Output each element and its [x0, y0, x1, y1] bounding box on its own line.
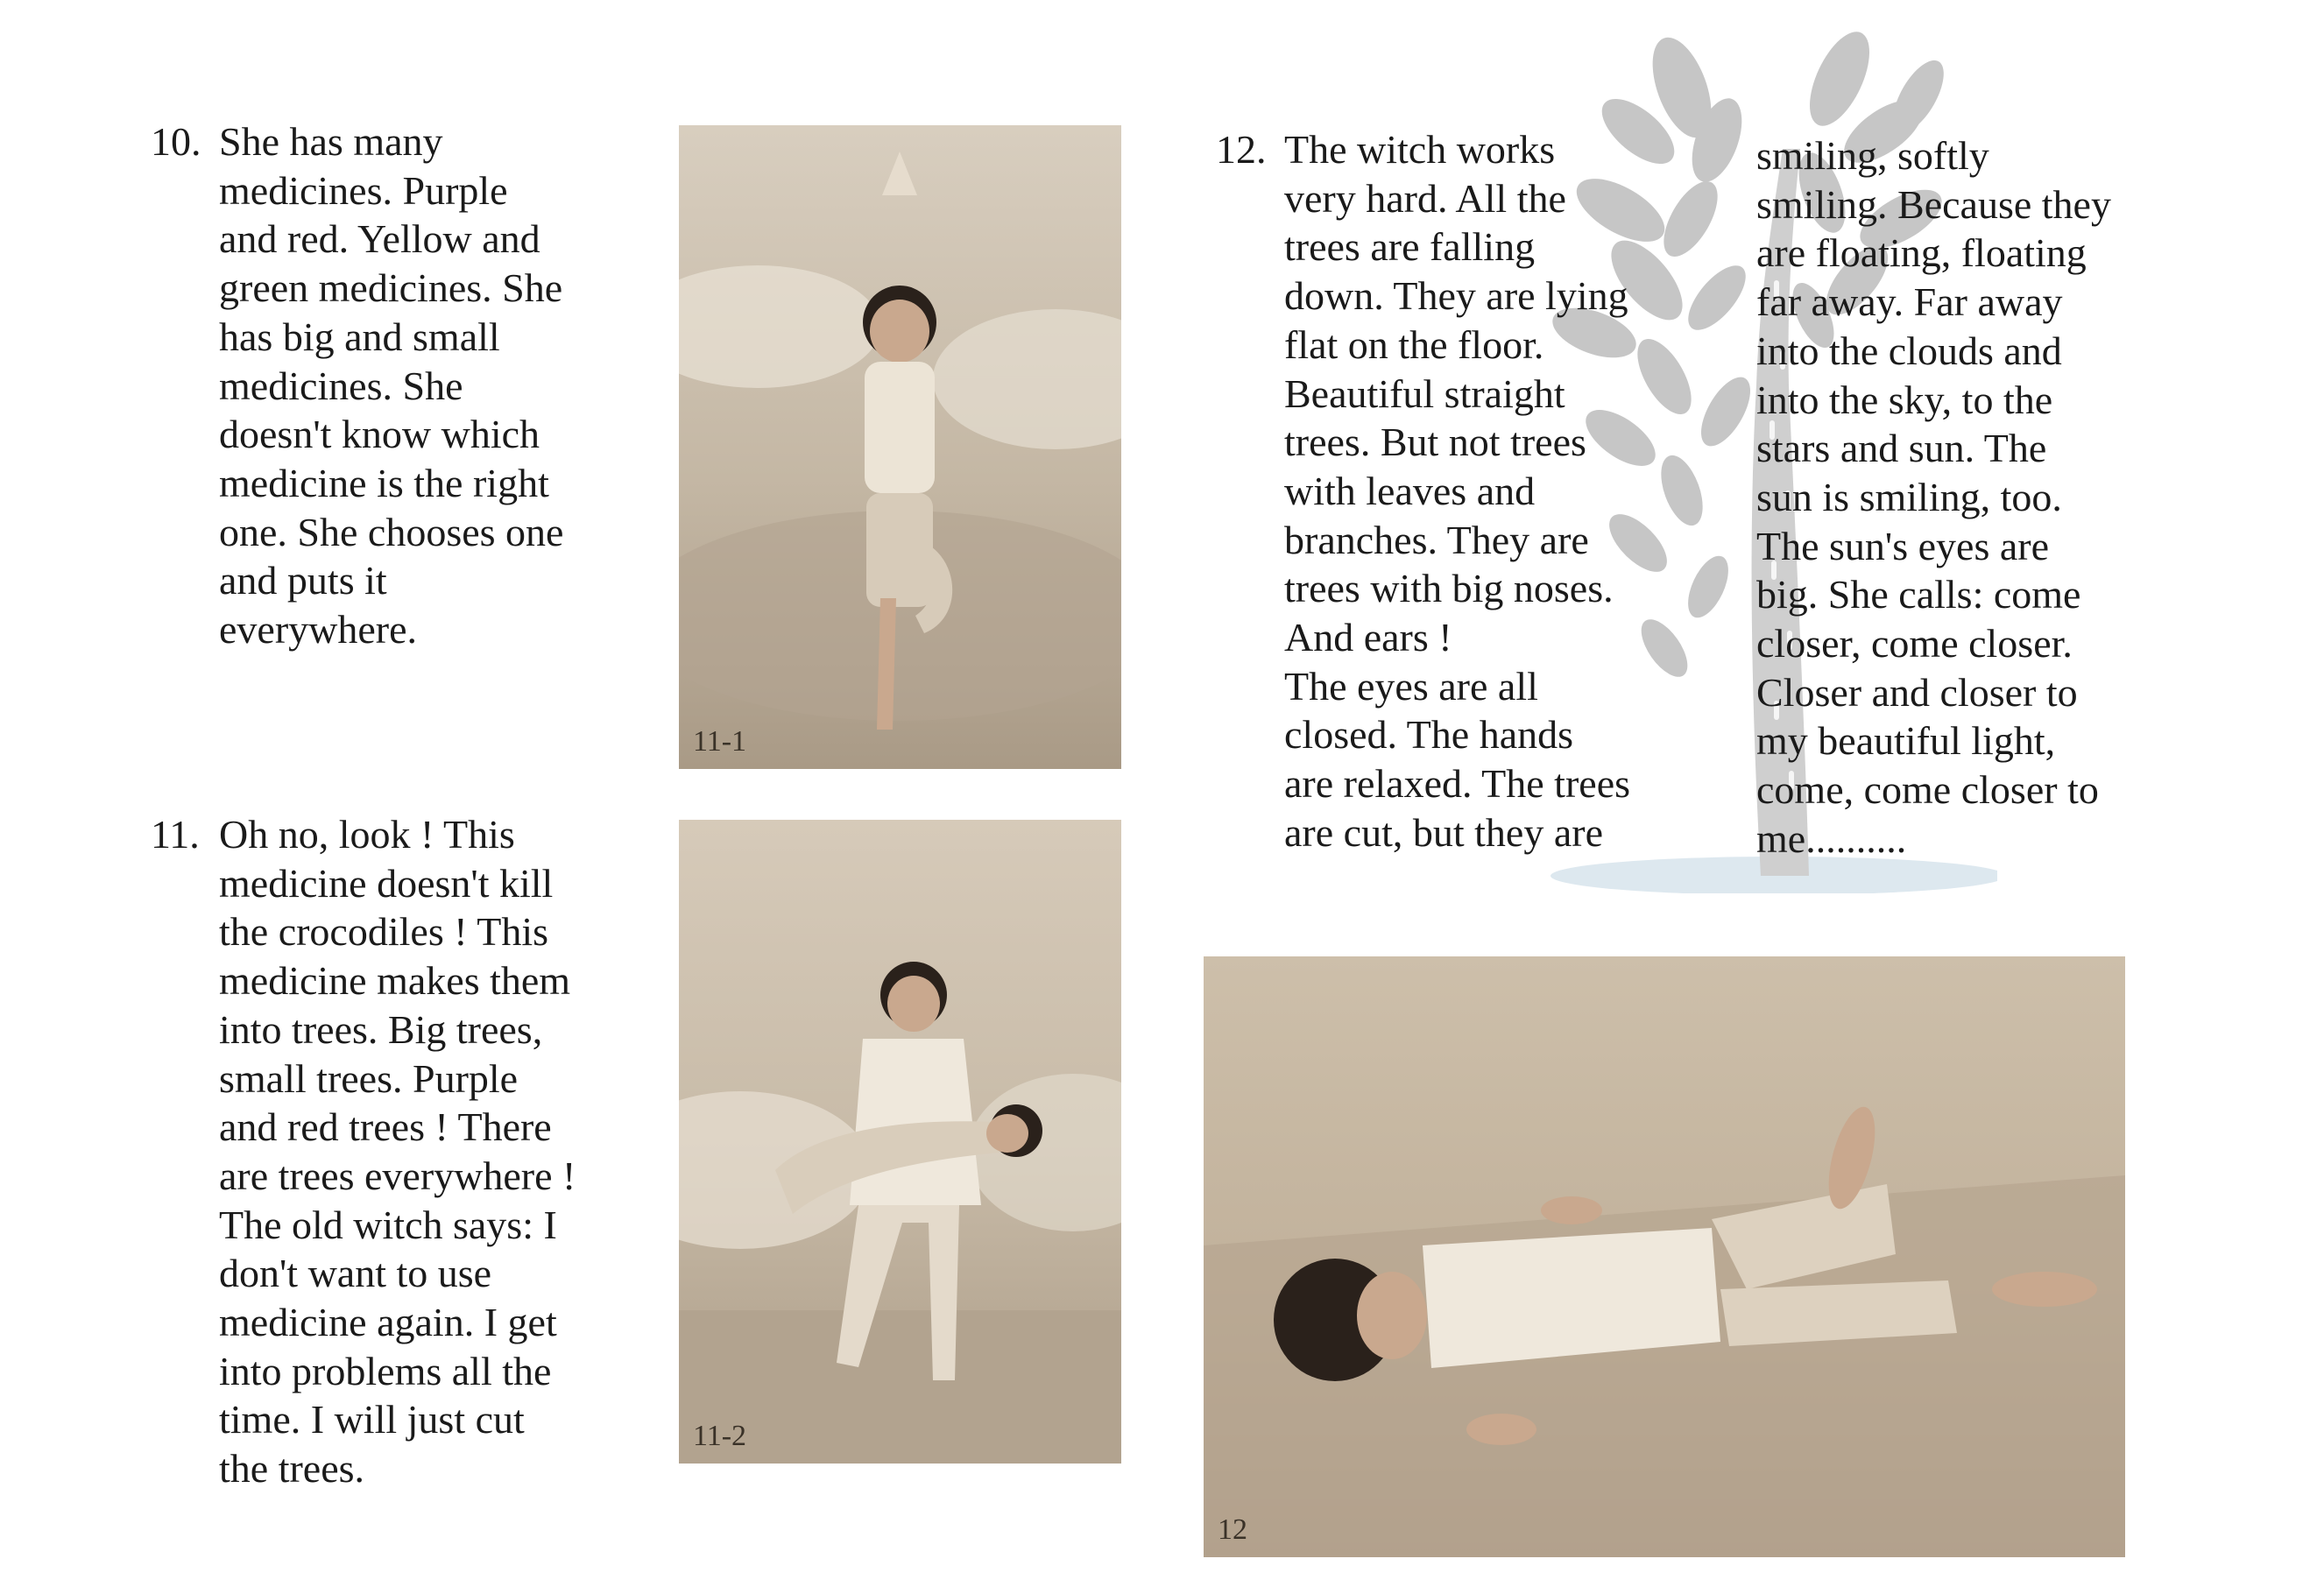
text-line: And ears ! [1284, 615, 1452, 660]
text-line: come, come closer to [1756, 767, 2099, 813]
text-line: everywhere. [219, 607, 418, 652]
text-line: flat on the floor. [1284, 321, 1544, 367]
text-line: small trees. Purple [219, 1055, 519, 1101]
text-line: the crocodiles ! This [219, 909, 548, 955]
text-line: smiling, softly [1756, 133, 1989, 178]
paragraph-12-column-2 [1756, 131, 2111, 864]
text-line: Beautiful straight [1284, 370, 1565, 416]
paragraph-11-body [219, 810, 576, 1493]
paragraph-11 [151, 810, 576, 1493]
photo-label: 12 [1218, 1513, 1247, 1546]
text-line: sun is smiling, too. [1756, 474, 2062, 519]
text-line: and red trees ! There [219, 1104, 552, 1150]
text-line: medicine again. I get [219, 1300, 557, 1345]
text-line: big. She calls: come [1756, 572, 2081, 617]
text-line: down. They are lying [1284, 273, 1628, 319]
text-line: are floating, floating [1756, 230, 2087, 276]
paragraph-number: 12. [1216, 127, 1267, 172]
text-line: trees are falling [1284, 224, 1536, 270]
text-line: the trees. [219, 1446, 365, 1492]
text-line: one. She chooses one [219, 509, 564, 554]
text-line: my beautiful light, [1756, 718, 2056, 764]
photo-label: 11-1 [693, 725, 747, 758]
photo-11-1 [679, 125, 1121, 769]
text-line: medicines. She [219, 363, 463, 408]
text-line: into the sky, to the [1756, 377, 2053, 422]
text-line: into the clouds and [1756, 328, 2062, 373]
photo-label: 11-2 [693, 1420, 747, 1452]
text-line: trees. But not trees [1284, 420, 1586, 465]
text-line: Closer and closer to [1756, 669, 2078, 715]
text-line: trees with big noses. [1284, 566, 1614, 611]
text-line: smiling. Because they [1756, 181, 2111, 227]
photo-12 [1204, 956, 2125, 1557]
photo-11-2 [679, 820, 1121, 1464]
paragraph-number: 11. [151, 812, 200, 857]
text-line: doesn't know which [219, 412, 540, 457]
text-line: stars and sun. The [1756, 426, 2047, 471]
text-line: has big and small [219, 314, 500, 359]
paragraph-10 [151, 117, 563, 654]
text-line: The sun's eyes are [1756, 523, 2049, 568]
text-line: are trees everywhere ! [219, 1153, 576, 1198]
text-line: The old witch says: I [219, 1202, 557, 1247]
paragraph-12-column-1 [1284, 125, 1630, 857]
paragraph-number: 10. [151, 119, 201, 164]
text-line: far away. Far away [1756, 279, 2063, 325]
text-line: and puts it [219, 558, 387, 603]
text-line: The eyes are all [1284, 663, 1538, 709]
text-line: are relaxed. The trees [1284, 761, 1631, 807]
text-line: closer, come closer. [1756, 621, 2073, 667]
paragraph-10-body [219, 117, 563, 654]
text-line: with leaves and [1284, 468, 1536, 513]
text-line: She has many [219, 119, 443, 164]
text-line: Oh no, look ! This [219, 812, 515, 857]
text-line: very hard. All the [1284, 175, 1566, 221]
text-line: medicine doesn't kill [219, 860, 554, 906]
paragraph-12 [1216, 125, 1630, 857]
text-line: branches. They are [1284, 517, 1589, 562]
text-line: medicine makes them [219, 958, 571, 1004]
text-line: don't want to use [219, 1251, 492, 1296]
text-line: into problems all the [219, 1348, 552, 1393]
text-line: closed. The hands [1284, 712, 1574, 758]
text-line: me.......... [1756, 815, 1907, 861]
text-line: The witch works [1284, 127, 1556, 172]
text-line: green medicines. She [219, 265, 563, 311]
text-line: medicine is the right [219, 460, 549, 505]
text-line: medicines. Purple [219, 167, 508, 213]
text-line: and red. Yellow and [219, 216, 540, 262]
text-line: time. I will just cut [219, 1397, 525, 1442]
text-line: into trees. Big trees, [219, 1006, 543, 1052]
text-line: are cut, but they are [1284, 809, 1603, 855]
